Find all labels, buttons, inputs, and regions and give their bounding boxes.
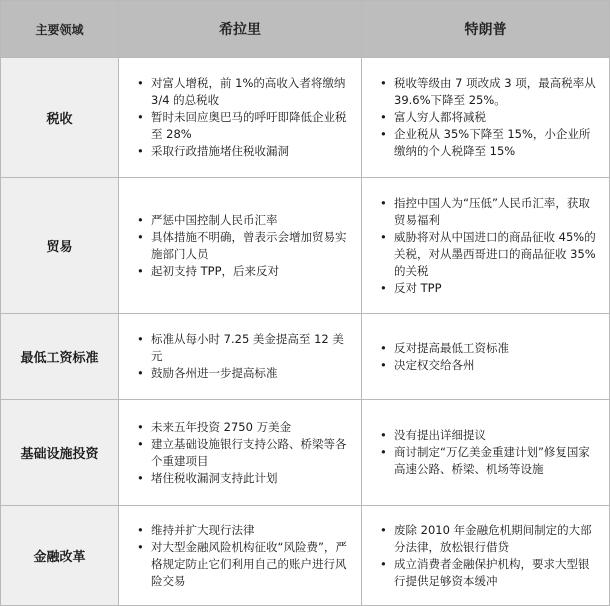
list-item: • 未来五年投资 2750 万美金 — [133, 419, 351, 436]
table-row — [1, 506, 610, 606]
list-item: • 威胁将对从中国进口的商品征收 45%的关税，对从墨西哥进口的商品征收 35%的关税 — [376, 229, 599, 280]
hillary-points — [119, 314, 362, 400]
row-area-tax: 税收 — [1, 58, 119, 178]
list-item: • 反对提高最低工资标准 — [376, 340, 599, 357]
list-item: • 税收等级由 7 项改成 3 项，最高税率从 39.6%下降至 25%。 — [376, 75, 599, 109]
list-item: • 商讨制定“万亿美金重建计划”修复国家高速公路、桥梁、机场等设施 — [376, 444, 599, 478]
header-hillary: 希拉里 — [119, 1, 362, 58]
trump-points — [362, 400, 610, 506]
table-row — [1, 58, 610, 178]
list-item: • 起初支持 TPP，后来反对 — [133, 263, 351, 280]
trump-points — [362, 178, 610, 314]
trump-points — [362, 58, 610, 178]
list-item: • 富人穷人都将减税 — [376, 109, 599, 126]
table-row — [1, 400, 610, 506]
list-item: • 反对 TPP — [376, 280, 599, 297]
header-area: 主要领域 — [1, 1, 119, 58]
header-row — [1, 1, 610, 58]
list-item: • 暂时未回应奥巴马的呼吁即降低企业税至 28% — [133, 109, 351, 143]
trump-points — [362, 506, 610, 606]
hillary-points — [119, 400, 362, 506]
row-area-minimum-wage: 最低工资标准 — [1, 314, 119, 400]
list-item: • 严惩中国控制人民币汇率 — [133, 212, 351, 229]
header-trump: 特朗普 — [362, 1, 610, 58]
list-item: • 没有提出详细提议 — [376, 427, 599, 444]
hillary-points — [119, 506, 362, 606]
row-area-trade: 贸易 — [1, 178, 119, 314]
list-item: • 决定权交给各州 — [376, 357, 599, 374]
list-item: • 具体措施不明确，曾表示会增加贸易实施部门人员 — [133, 229, 351, 263]
hillary-points — [119, 178, 362, 314]
list-item: • 标准从每小时 7.25 美金提高至 12 美元 — [133, 331, 351, 365]
list-item: • 堵住税收漏洞支持此计划 — [133, 470, 351, 487]
list-item: • 建立基础设施银行支持公路、桥梁等各个重建项目 — [133, 436, 351, 470]
row-area-infrastructure: 基础设施投资 — [1, 400, 119, 506]
list-item: • 废除 2010 年金融危机期间制定的大部分法律，放松银行借贷 — [376, 522, 599, 556]
list-item: • 采取行政措施堵住税收漏洞 — [133, 143, 351, 160]
list-item: • 对富人增税，前 1%的高收入者将缴纳 3/4 的总税收 — [133, 75, 351, 109]
list-item: • 对大型金融风险机构征收“风险费”，严格规定防止它们利用自己的账户进行风险交易 — [133, 539, 351, 590]
list-item: • 鼓励各州进一步提高标准 — [133, 365, 351, 382]
list-item: • 指控中国人为“压低”人民币汇率，获取贸易福利 — [376, 195, 599, 229]
list-item: • 维持并扩大现行法律 — [133, 522, 351, 539]
trump-points — [362, 314, 610, 400]
table-row — [1, 178, 610, 314]
row-area-financial-reform: 金融改革 — [1, 506, 119, 606]
table-row — [1, 314, 610, 400]
list-item: • 成立消费者金融保护机构，要求大型银行提供足够资本缓冲 — [376, 556, 599, 590]
list-item: • 企业税从 35%下降至 15%，小企业所缴纳的个人税降至 15% — [376, 126, 599, 160]
hillary-points — [119, 58, 362, 178]
